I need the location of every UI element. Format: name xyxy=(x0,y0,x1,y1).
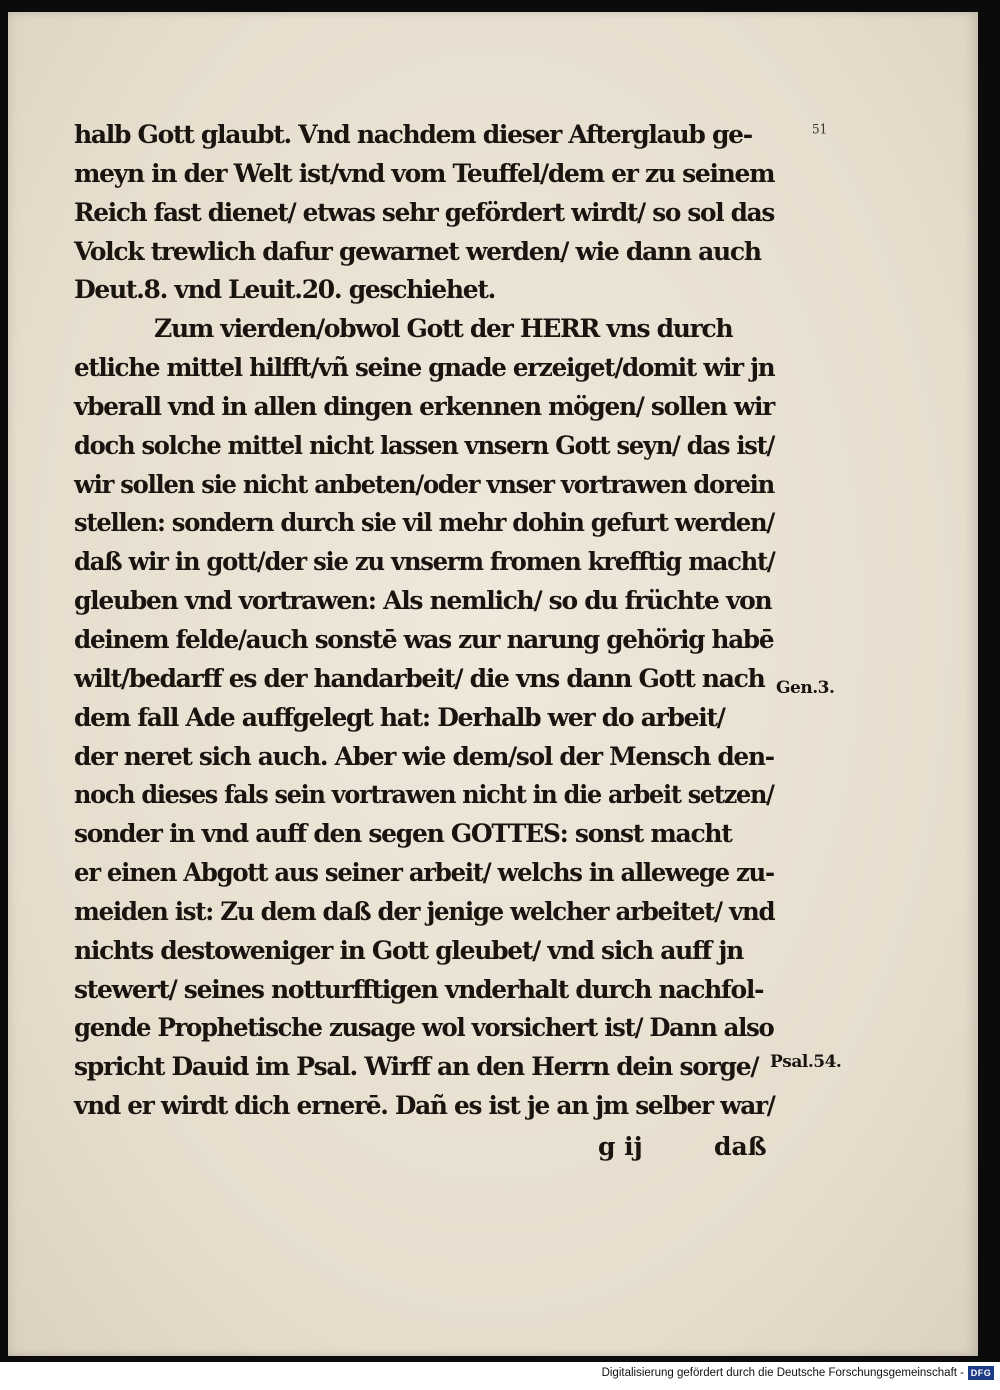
marginal-note-genesis: Gen.3. xyxy=(776,678,835,698)
text-line: meyn in der Welt ist/vnd vom Teuffel/dem er zu seinem xyxy=(74,158,775,188)
text-line: gleuben vnd vortrawen: Als nemlich/ so du früchte von xyxy=(74,586,772,616)
funding-credit: Digitalisierung gefördert durch die Deutsche Forschungsgemeinschaft - xyxy=(601,1367,964,1379)
folio-number: 51 xyxy=(812,121,828,137)
text-line: stewert/ seines notturfftigen vnderhalt durch nachfol- xyxy=(74,974,764,1004)
text-line: halb Gott glaubt. Vnd nachdem dieser Afterglaub ge- xyxy=(74,120,752,149)
text-line: wir sollen sie nicht anbeten/oder vnser vortrawen dorein xyxy=(74,469,775,499)
text-line: wilt/bedarff es der handarbeit/ die vns dann Gott nach xyxy=(74,663,765,693)
text-line: noch dieses fals sein vortrawen nicht in die arbeit setzen/ xyxy=(74,780,774,810)
digitization-footer xyxy=(0,1362,1000,1390)
text-line: deinem felde/auch sonstē was zur narung gehörig habē xyxy=(74,624,774,654)
book-page xyxy=(8,12,978,1356)
text-line: dem fall Ade auffgelegt hat: Derhalb wer do arbeit/ xyxy=(74,702,725,732)
text-line: Deut.8. vnd Leuit.20. geschiehet. xyxy=(74,275,496,305)
text-line: etliche mittel hilfft/vñ seine gnade erzeiget/domit wir jn xyxy=(74,353,775,383)
text-line: Zum vierden/obwol Gott der HERR vns durch xyxy=(154,314,733,344)
text-line: sonder in vnd auff den segen GOTTES: sonst macht xyxy=(74,819,732,849)
text-line: daß wir in gott/der sie zu vnserm fromen krefftig macht/ xyxy=(74,547,775,577)
text-line: vberall vnd in allen dingen erkennen mögen/ sollen wir xyxy=(74,391,774,421)
text-line: gende Prophetische zusage wol vorsichert ist/ Dann also xyxy=(74,1013,774,1043)
text-line: er einen Abgott aus seiner arbeit/ welchs in allewege zu- xyxy=(74,858,774,888)
text-line: nichts destoweniger in Gott gleubet/ vnd sich auff jn xyxy=(74,935,743,965)
main-text-block xyxy=(74,116,774,1126)
text-line: Volck trewlich dafur gewarnet werden/ wie dann auch xyxy=(74,236,761,266)
text-line: doch solche mittel nicht lassen vnsern Gott seyn/ das ist/ xyxy=(74,430,775,460)
text-line: stellen: sondern durch sie vil mehr dohin gefurt werden/ xyxy=(74,508,774,538)
text-line: meiden ist: Zu dem daß der jenige welcher arbeitet/ vnd xyxy=(74,896,775,926)
text-line: vnd er wirdt dich ernerē. Dañ es ist je an jm selber war/ xyxy=(74,1091,775,1121)
catchword: daß xyxy=(714,1132,767,1161)
signature-mark: g ij xyxy=(598,1132,643,1161)
dfg-logo: DFG xyxy=(968,1366,994,1380)
marginal-note-psalm: Psal.54. xyxy=(770,1052,842,1072)
text-line: Reich fast dienet/ etwas sehr gefördert wirdt/ so sol das xyxy=(74,197,775,227)
text-line: spricht Dauid im Psal. Wirff an den Herrn dein sorge/ xyxy=(74,1052,759,1082)
text-line: der neret sich auch. Aber wie dem/sol der Mensch den- xyxy=(74,741,774,771)
